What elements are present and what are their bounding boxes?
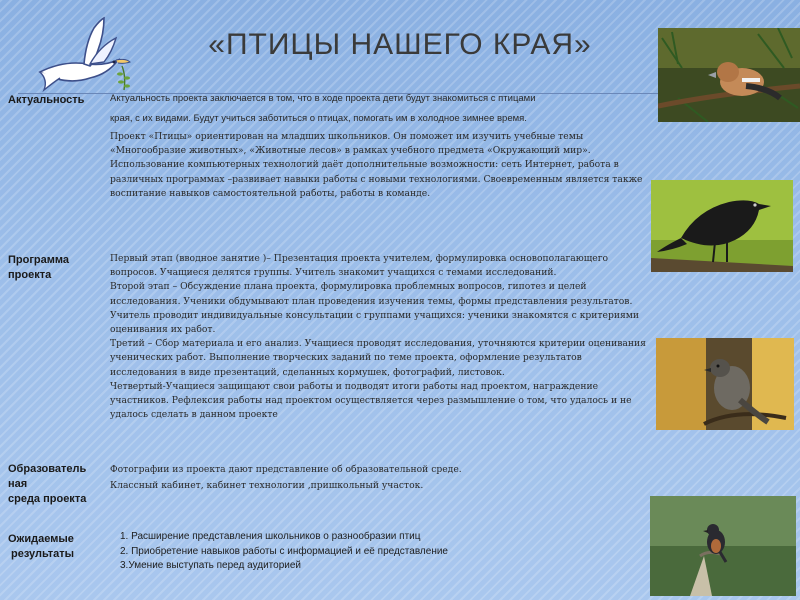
- small-bird-photo: [650, 496, 796, 596]
- relevance-text: [110, 90, 658, 201]
- results-item-1: 1. Расширение представления школьников о разнообразии птиц: [120, 531, 421, 542]
- environment-line-2: Классный кабинет, кабинет технологии ,пришкольный участок.: [110, 480, 424, 491]
- program-stage-1: Первый этап (вводное занятие )– Презентация проекта учителем, формулировка основополагающего вопросов. Учащиеся делятся группы. Учитель знакомит учащихся с темами исследований.: [110, 253, 609, 279]
- environment-label-line-3: среда проекта: [8, 493, 87, 505]
- program-stage-2: Второй этап – Обсуждение плана проекта, формулировка проблемных вопросов, гипотез и целей исследования. Ученики обдумывают план проведения изучения темы, формы представления результатов. Учитель проводит индивидуальные консультации с группами учащихся: ученики знакомятся с критериями оценивания их работ.: [110, 281, 640, 336]
- relevance-line-1: Актуальность проекта заключается в том, что в ходе проекта дети будут знакомиться с птицами: [110, 93, 536, 104]
- environment-text: [110, 462, 650, 494]
- environment-line-1: Фотографии из проекта дают представление об образовательной среде.: [110, 464, 462, 475]
- page-title: «ПТИЦЫ НАШЕГО КРАЯ»: [208, 28, 592, 61]
- results-item-2: 2. Приобретение навыков работы с информацией и её представление: [120, 545, 448, 557]
- relevance-body: Проект «Птицы» ориентирован на младших школьников. Он поможет им изучить учебные темы «Многообразие животных», «Животные лесов» в рамках учебного предмета «Окружающий мир». Использование компьютерных технологий даёт дополнительные возможности: сеть Интернет, работа в различных программах –развивает навыки работы с новыми технологиями. Своевременным является также воспитание навыков самостоятельной работы, работы в команде.: [110, 131, 643, 199]
- results-label-line-1: Ожидаемые: [8, 533, 74, 545]
- relevance-label: Актуальность: [8, 94, 85, 106]
- program-text: [110, 252, 650, 422]
- sparrow-photo: [656, 338, 794, 430]
- program-stage-4: Четвертый-Учащиеся защищают свои работы и подводят итоги работы над проектом, награждение участников. Рефлексия работы над проектом осуществляется через размышление о том, что удалось и не удалось сделать в данном проекте: [110, 380, 632, 421]
- program-label-line-2: проекта: [8, 269, 52, 281]
- environment-label-line-2: ная: [8, 478, 28, 490]
- relevance-line-2: края, с их видами. Будут учиться заботиться о птицах, помогать им в холодное зимнее время.: [110, 113, 527, 124]
- results-list: [120, 530, 640, 574]
- results-label-line-2: результаты: [11, 548, 75, 560]
- results-label: [8, 532, 74, 562]
- environment-label-line-1: Образователь: [8, 463, 87, 475]
- program-label: [8, 253, 69, 283]
- program-stage-3: Третий – Сбор материала и его анализ. Учащиеся проводят исследования, уточняются критерии оценивания ученических работ. Выполнение творческих заданий по теме проекта, оформление результатов исследования в виде презентаций, сделанных кормушек, фотографий, листовок.: [110, 338, 646, 378]
- crow-photo: [651, 180, 793, 272]
- hawfinch-photo: [658, 28, 800, 122]
- program-label-line-1: Программа: [8, 254, 70, 266]
- environment-label: [8, 462, 86, 507]
- results-item-3: 3.Умение выступать перед аудиторией: [120, 560, 302, 571]
